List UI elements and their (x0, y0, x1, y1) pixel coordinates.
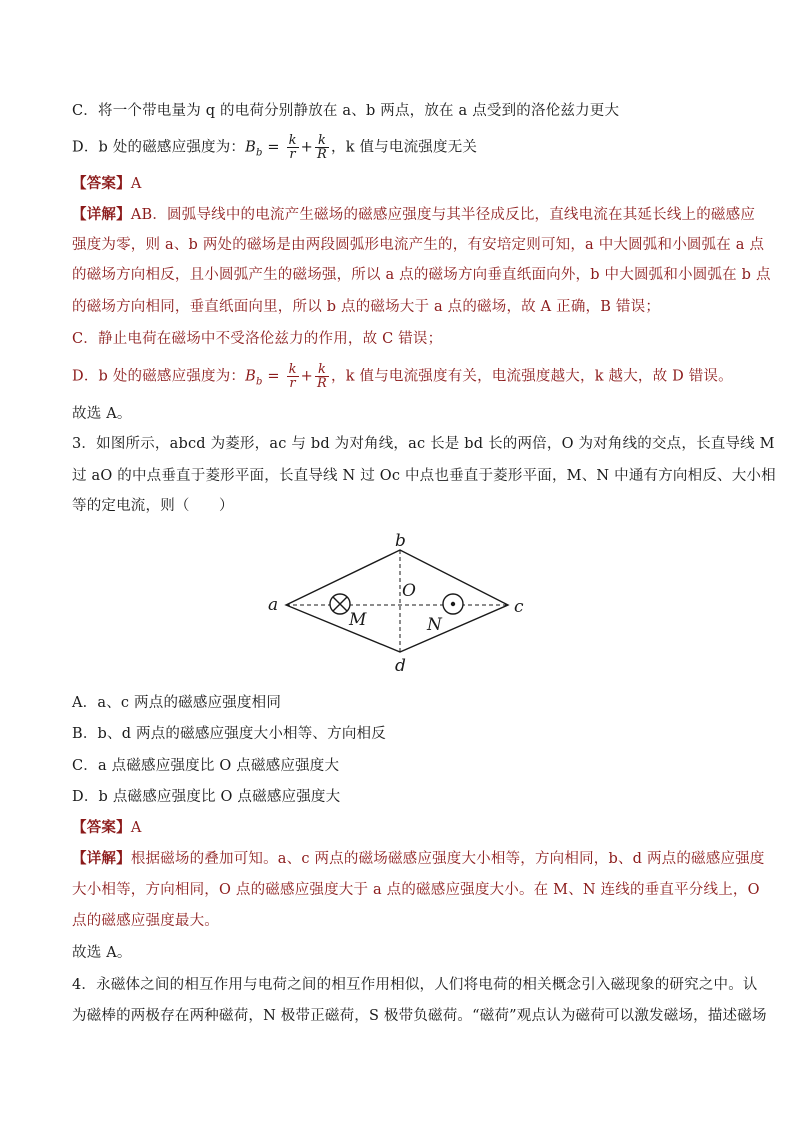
frac-den: R (317, 147, 327, 162)
formula-b-sub: b (255, 147, 263, 159)
answer-tag: 【答案】 (72, 175, 131, 192)
q2-detail-4: 的磁场方向相同，垂直纸面向里，所以 b 点的磁场大于 a 点的磁场，故 A 正确，B 错误； (72, 299, 661, 315)
q2-detail-2: 强度为零，则 a、b 两处的磁场是由两段圆弧形电流产生的，有安培定则可知，a 中大圆弧和小圆弧在 a 点 (72, 237, 765, 253)
q3-stem-1: 3．如图所示，abcd 为菱形，ac 与 bd 为对角线，ac 长是 bd 长的两倍，O 为对角线的交点，长直导线 M (72, 436, 775, 452)
q3-option-b: B．b、d 两点的磁感应强度大小相等、方向相反 (72, 726, 386, 742)
fraction-k-r (287, 363, 299, 390)
q3-detail-2: 大小相等，方向相同，O 点的磁感应强度大于 a 点的磁感应强度大小。在 M、N 连线的垂直平分线上，O (72, 882, 760, 898)
label-o: O (402, 581, 416, 601)
frac-den: r (289, 376, 296, 391)
label-d: d (395, 656, 406, 676)
q4-stem-2: 为磁棒的两极存在两种磁荷，N 极带正磁荷，S 极带负磁荷。“磁荷”观点认为磁荷可以激发磁场，描述磁场 (72, 1008, 767, 1024)
q2-option-d-suffix: ，k 值与电流强度无关 (331, 139, 478, 156)
q3-choose: 故选 A。 (72, 945, 132, 961)
formula-b-sub: b (255, 376, 263, 388)
label-a: a (268, 595, 279, 615)
fraction-k-R (315, 134, 329, 161)
answer-value: A (130, 820, 142, 836)
formula-eq: = (262, 368, 285, 385)
q4-stem-1: 4．永磁体之间的相互作用与电荷之间的相互作用相似，人们将电荷的相关概念引入磁现象的研究之中。认 (72, 977, 758, 993)
q2-choose: 故选 A。 (72, 406, 132, 422)
q3-option-c: C．a 点磁感应强度比 O 点磁感应强度大 (72, 758, 340, 774)
detail-text: AB．圆弧导线中的电流产生磁场的磁感应强度与其半径成反比，直线电流在其延长线上的磁感应 (130, 207, 756, 223)
frac-num: k (315, 363, 329, 377)
detail-text: 根据磁场的叠加可知。a、c 两点的磁场磁感应强度大小相等，方向相同，b、d 两点的磁感应强度 (130, 851, 765, 867)
q2-answer (72, 173, 724, 195)
frac-num: k (288, 362, 297, 377)
label-b: b (395, 531, 406, 551)
answer-value: A (130, 176, 142, 192)
q2-detail-6 (72, 362, 733, 393)
wire-n-out-of-page-icon (443, 594, 463, 614)
q3-detail-3: 点的磁感应强度最大。 (72, 913, 219, 929)
formula-plus: + (300, 139, 313, 156)
detail-tag: 【详解】 (72, 850, 131, 867)
frac-num: k (288, 133, 297, 148)
q2-option-c: C．将一个带电量为 q 的电荷分别静放在 a、b 两点，放在 a 点受到的洛伦兹力更大 (72, 103, 620, 119)
label-c: c (514, 597, 524, 617)
formula-b: B (245, 139, 256, 156)
label-n: N (427, 615, 442, 635)
answer-tag: 【答案】 (72, 819, 131, 836)
q3-option-d: D．b 点磁感应强度比 O 点磁感应强度大 (72, 789, 341, 805)
rhombus-diagram (262, 530, 532, 680)
wire-m-into-page-icon (330, 594, 350, 614)
frac-num: k (315, 134, 329, 148)
fraction-k-r (287, 134, 299, 161)
q3-stem-3: 等的定电流，则（ ） (72, 498, 234, 514)
formula-eq: = (262, 139, 285, 156)
formula-plus: + (300, 368, 313, 385)
label-m: M (349, 610, 367, 630)
q2-option-d-prefix: D．b 处的磁感应强度为： (72, 139, 246, 156)
q2-option-d (72, 134, 724, 164)
detail6-suffix: ，k 值与电流强度有关，电流强度越大，k 越大，故 D 错误。 (331, 368, 733, 385)
q3-stem-2: 过 aO 的中点垂直于菱形平面，长直导线 N 过 Oc 中点也垂直于菱形平面，M、N 中通有方向相反、大小相 (72, 468, 776, 484)
q3-detail-1 (72, 848, 765, 870)
q3-option-a: A．a、c 两点的磁感应强度相同 (72, 695, 282, 711)
frac-den: R (317, 376, 327, 391)
q3-answer (72, 817, 724, 839)
detail6-prefix: D．b 处的磁感应强度为： (72, 368, 246, 385)
q2-detail-5: C．静止电荷在磁场中不受洛伦兹力的作用，故 C 错误； (72, 331, 443, 347)
rhombus-outline (286, 550, 508, 652)
frac-den: r (289, 147, 296, 162)
q2-detail-3: 的磁场方向相反，且小圆弧产生的磁场强，所以 a 点的磁场方向垂直纸面向外，b 中大圆弧和小圆弧在 b 点 (72, 267, 771, 283)
q2-detail-1 (72, 204, 756, 226)
formula-b: B (245, 368, 256, 385)
detail-tag: 【详解】 (72, 206, 131, 223)
fraction-k-R (315, 363, 329, 390)
